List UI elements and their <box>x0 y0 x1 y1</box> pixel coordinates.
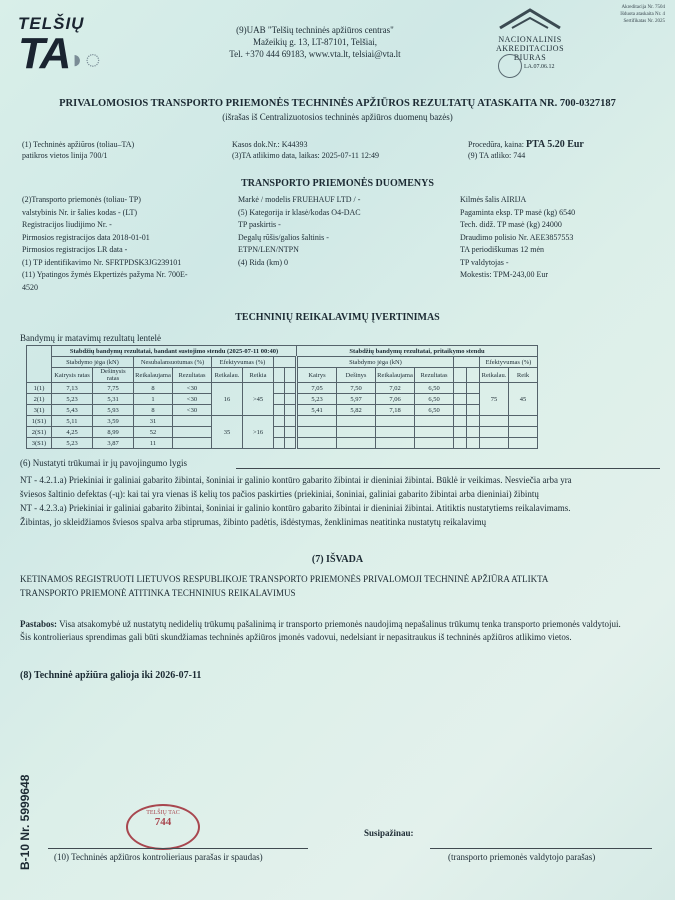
company-name: (9)UAB "Telšių techninės apžiūros centras" <box>236 25 394 35</box>
vehicle-left-7: 4520 <box>22 282 38 292</box>
axle-label: 2(1) <box>27 394 52 405</box>
conclusion-text <box>20 572 665 600</box>
cell <box>297 427 337 438</box>
cell <box>274 416 285 427</box>
assessment-section-title: TECHNINIŲ REIKALAVIMŲ ĮVERTINIMAS <box>235 312 440 323</box>
company-address: Mažeikių g. 13, LT-87101, Telšiai, <box>252 37 378 47</box>
col-7: Dešinys <box>337 368 376 383</box>
accreditation-mark: LA.07.06.12 <box>524 64 555 70</box>
cell: 11 <box>134 438 173 449</box>
accreditation-logo-icon <box>480 6 580 30</box>
cell: 7,13 <box>52 383 93 394</box>
vehicle-right-6: Mokestis: TPM-243,00 Eur <box>460 270 549 279</box>
notes-line-2: Šis kontrolieriaus sprendimas gali būti skundžiamas techninės apžiūros įmonės vadovui, nedelsiant ir nepasitraukus iš techninės apžiūros atlikimo vietos. <box>20 632 572 642</box>
col-10: Reikalau. <box>480 368 509 383</box>
defect-line-2: NT - 4.2.3.a) Priekiniai ir galiniai gabarito žibintai, šoniniai ir galinio kontūro gabarito žibintai ir dieniniai žibintai. Atitiktis nustatytiems reikalavimams. <box>20 503 571 513</box>
owner-signature-line <box>430 848 652 849</box>
cell <box>454 427 467 438</box>
company-logo <box>18 14 158 84</box>
table-caption: Bandymų ir matavimų rezultatų lentelė <box>20 333 161 343</box>
cell <box>285 405 297 416</box>
defects-label: (6) Nustatyti trūkumai ir jų pavojingumo lygis <box>20 458 187 468</box>
corner-line-2: Išduota ataskaita Nr. 4 <box>620 12 665 17</box>
valid-until: (8) Techninė apžiūra galioja iki 2026-07-11 <box>20 670 202 681</box>
brake-head-left: Stabdžių bandymų rezultatai, bandant sustojimo stendu (2025-07-11 00:40) <box>52 346 297 357</box>
axle-label: 3(1) <box>27 405 52 416</box>
cell: 7,06 <box>376 394 415 405</box>
eff-cell-right: 75 <box>480 383 509 416</box>
col-11: Reik <box>509 368 538 383</box>
col-1: Dešinysis ratas <box>93 368 134 383</box>
cell <box>509 438 538 449</box>
cell <box>337 427 376 438</box>
inspection-line <box>22 139 134 161</box>
vehicle-mid-4: ETPN/LEN/NTPN <box>238 245 299 254</box>
accreditation-badge <box>480 6 580 82</box>
cell <box>480 416 509 427</box>
cell <box>173 416 212 427</box>
cell <box>480 427 509 438</box>
corner-line-3: Sertifikatas Nr. 2025 <box>623 19 665 24</box>
col-spacer-c <box>454 368 467 383</box>
table-row <box>27 427 538 438</box>
cell <box>274 394 285 405</box>
cell: 5,97 <box>337 394 376 405</box>
subhead-gap-2 <box>454 357 480 368</box>
cell <box>285 427 297 438</box>
eff-cell: 16 <box>212 383 243 416</box>
inspector-signature-caption: (10) Techninės apžiūros kontrolieriaus parašas ir spaudas) <box>54 852 263 862</box>
cell <box>376 427 415 438</box>
report-title: PRIVALOMOSIOS TRANSPORTO PRIEMONĖS TECHNINĖS APŽIŪROS REZULTATŲ ATASKAITA NR. 700-0327187 <box>59 98 616 109</box>
notes-label: Pastabos: <box>20 619 58 629</box>
vehicle-mid-0: Markė / modelis FRUEHAUF LTD / - <box>238 195 361 204</box>
vehicle-left-4: Pirmosios registracijos LR data - <box>22 245 128 254</box>
cell <box>467 394 480 405</box>
vehicle-mid-3: Degalų rūšis/galios šaltinis - <box>238 232 329 242</box>
defect-line-1: šviesos šaltinio defektas (-ų): kai tai yra vienas iš kelių tos pačios paskirties (priekiniai, šoniniai, galiniai gabarito žibintai arba dieniniai) žibintų <box>20 489 539 499</box>
cell <box>274 383 285 394</box>
cell <box>454 416 467 427</box>
cell <box>509 416 538 427</box>
vehicle-middle-column <box>238 194 458 269</box>
vehicle-right-2: Tech. didž. TP masė (kg) 24000 <box>460 220 562 229</box>
cash-doc: Kasos dok.Nr.: K44393 <box>232 140 308 149</box>
col-spacer-a <box>274 368 285 383</box>
cell: 5,43 <box>52 405 93 416</box>
cell: 5,31 <box>93 394 134 405</box>
eff-cell-right: 45 <box>509 383 538 416</box>
procedure-label: Procedūra, kaina: <box>468 140 524 149</box>
axle-label: 1(S1) <box>27 416 52 427</box>
vehicle-left-0: (2)Transporto priemonės (toliau- TP) <box>22 195 141 204</box>
vehicle-mid-5: (4) Rida (km) 0 <box>238 257 288 267</box>
subhead-eff-right: Efektyvumas (%) <box>480 357 538 368</box>
accreditation-seal-icon <box>498 54 522 78</box>
col-6: Kairys <box>297 368 337 383</box>
conclusion-title: (7) IŠVADA <box>311 554 364 565</box>
cell <box>415 427 454 438</box>
serial-number: B-10 Nr. 5999648 <box>18 774 32 870</box>
company-header <box>180 24 450 60</box>
logo-top-text: TELŠIŲ <box>18 14 85 33</box>
cell: 5,23 <box>52 438 93 449</box>
company-contacts: Tel. +370 444 69183, www.vta.lt, telsiai@vta.lt <box>229 49 401 59</box>
cell: 7,50 <box>337 383 376 394</box>
owner-signature-caption: (transporto priemonės valdytojo parašas) <box>448 852 596 862</box>
vehicle-left-1: valstybinis Nr. ir šalies kodas - (LT) <box>22 207 138 217</box>
cell <box>467 427 480 438</box>
cell <box>467 405 480 416</box>
cell <box>454 438 467 449</box>
subhead-gap <box>274 357 297 368</box>
cell <box>509 427 538 438</box>
cell <box>480 438 509 449</box>
col-0: Kairysis ratas <box>52 368 93 383</box>
cell: 7,05 <box>297 383 337 394</box>
cell: 4,25 <box>52 427 93 438</box>
conclusion-line-2: TRANSPORTO PRIEMONĖ ATITINKA TECHNINIUS REIKALAVIMUS <box>20 588 296 598</box>
inspector-id: (9) TA atliko: 744 <box>468 151 526 160</box>
logo-ta-letters: TA <box>18 29 70 78</box>
cell: 7,18 <box>376 405 415 416</box>
col-4: Reikalau. <box>212 368 243 383</box>
procedure-block <box>468 139 658 161</box>
axle-label: 1(1) <box>27 383 52 394</box>
cell <box>274 405 285 416</box>
vehicle-mid-2: TP paskirtis - <box>238 220 281 229</box>
cell <box>285 383 297 394</box>
cell <box>297 416 337 427</box>
cell: <30 <box>173 394 212 405</box>
eff-cell: 35 <box>212 416 243 449</box>
inspector-signature-line <box>48 848 308 849</box>
cell: <30 <box>173 405 212 416</box>
cell <box>274 427 285 438</box>
table-row <box>27 438 538 449</box>
cell <box>467 416 480 427</box>
corner-line-1: Akreditacija Nr. 7504 <box>621 5 665 10</box>
subhead-imbalance: Nesubalansuotumas (%) <box>134 357 212 368</box>
cell: 3,59 <box>93 416 134 427</box>
cell <box>467 438 480 449</box>
accreditation-line-1: NACIONALINIS <box>498 35 562 44</box>
table-row <box>27 394 538 405</box>
inspection-line-1: (1) Techninės apžiūros (toliau–TA) <box>22 140 135 149</box>
cell <box>173 438 212 449</box>
logo-tail-mark: ◗◌ <box>69 44 101 74</box>
col-2: Reikalaujama <box>134 368 173 383</box>
subhead-eff-left: Efektyvumas (%) <box>212 357 274 368</box>
cell: 8 <box>134 405 173 416</box>
cell <box>337 416 376 427</box>
cell <box>454 405 467 416</box>
cell: 5,23 <box>52 394 93 405</box>
conclusion-line-1: KETINAMOS REGISTRUOTI LIETUVOS RESPUBLIKOJE TRANSPORTO PRIEMONĖS PRIVALOMOJI TECHNINĖ APŽIŪRA ATLIKTA <box>20 574 549 584</box>
col-spacer-d <box>467 368 480 383</box>
col-8: Reikalaujama <box>376 368 415 383</box>
cell <box>454 383 467 394</box>
cell: 7,02 <box>376 383 415 394</box>
cell <box>285 416 297 427</box>
vehicle-right-3: Draudimo polisio Nr. AEE3857553 <box>460 232 574 242</box>
col-spacer-b <box>285 368 297 383</box>
cell: 1 <box>134 394 173 405</box>
notes <box>20 618 665 644</box>
vehicle-left-3: Pirmosios registracijos data 2018-01-01 <box>22 232 150 242</box>
table-row <box>27 383 538 394</box>
cell: 8,99 <box>93 427 134 438</box>
cell: 5,82 <box>337 405 376 416</box>
table-row <box>27 416 538 427</box>
cell: 6,50 <box>415 383 454 394</box>
cell <box>376 438 415 449</box>
procedure-value: PTA 5.20 Eur <box>525 139 584 150</box>
vehicle-right-1: Pagaminta eksp. TP masė (kg) 6540 <box>460 207 576 217</box>
col-9: Rezultatas <box>415 368 454 383</box>
col-5: Reikia <box>243 368 274 383</box>
cash-and-date <box>232 139 379 161</box>
vehicle-section-title: TRANSPORTO PRIEMONĖS DUOMENYS <box>241 178 434 189</box>
cell: 8 <box>134 383 173 394</box>
accreditation-line-2: AKREDITACIJOS BIURAS <box>495 44 565 62</box>
subhead-force-right: Stabdymo jėga (kN) <box>297 357 454 368</box>
cell <box>376 416 415 427</box>
cell <box>454 394 467 405</box>
axle-head-cell <box>27 346 52 383</box>
cell: 5,93 <box>93 405 134 416</box>
defects-line <box>236 468 660 469</box>
corner-info <box>595 4 665 25</box>
stamp-top-text: TELŠIŲ TAC <box>146 810 180 816</box>
subhead-force-left: Stabdymo jėga (kN) <box>52 357 134 368</box>
col-3: Rezultatas <box>173 368 212 383</box>
defects-list <box>20 473 665 529</box>
vehicle-right-4: TA periodiškumas 12 mėn <box>460 245 545 254</box>
notes-line-1: Visa atsakomybė už nustatytų nedidelių trūkumų pašalinimą ir transporto priemonės naudojimą nepašalinus trūkumų tenka transporto priemonės valdytojui. <box>59 619 621 629</box>
eff-cell: >16 <box>243 416 274 449</box>
cell: 31 <box>134 416 173 427</box>
cell: 7,75 <box>93 383 134 394</box>
inspection-datetime: (3)TA atlikimo data, laikas: 2025-07-11 12:49 <box>232 151 380 160</box>
vehicle-left-5: (1) TP identifikavimo Nr. SFRTPDSK3JG239101 <box>22 257 182 267</box>
cell: 6,50 <box>415 394 454 405</box>
brake-head-right: Stabdžių bandymų rezultatai, pritaikymo stendu <box>297 346 538 357</box>
table-row <box>27 405 538 416</box>
measurement-table-wrap <box>26 345 538 449</box>
vehicle-left-2: Registracijos liudijimo Nr. - <box>22 220 112 229</box>
cell <box>285 394 297 405</box>
vehicle-right-column <box>460 194 660 282</box>
cell: <30 <box>173 383 212 394</box>
defect-line-3: Žibintas, jo skleidžiamos šviesos spalva arba stiprumas, žibinto padėtis, išdėstymas, ženklinimas neatitinka nustatytų reikalavimų <box>20 517 487 527</box>
vehicle-right-5: TP valdytojas - <box>460 257 509 267</box>
measurement-table <box>26 345 538 449</box>
vehicle-mid-1: (5) Kategorija ir klasė/kodas O4-DAC <box>238 207 361 217</box>
logo-ta-text <box>18 29 158 79</box>
eff-cell: >45 <box>243 383 274 416</box>
cell: 52 <box>134 427 173 438</box>
inspector-stamp <box>126 804 200 850</box>
report-subtitle: (išrašas iš Centralizuotosios techninės apžiūros duomenų bazės) <box>222 112 453 122</box>
vehicle-left-6: (11) Ypatingos žymės Ekpertizės pažyma Nr. 700E- <box>22 270 188 279</box>
cell: 6,50 <box>415 405 454 416</box>
inspection-line-2: patikros vietos linija 700/1 <box>22 151 108 160</box>
cell: 5,23 <box>297 394 337 405</box>
cell <box>297 438 337 449</box>
axle-label: 3(S1) <box>27 438 52 449</box>
cell <box>173 427 212 438</box>
cell <box>337 438 376 449</box>
cell <box>467 383 480 394</box>
cell <box>415 416 454 427</box>
cell: 5,41 <box>297 405 337 416</box>
cell: 3,87 <box>93 438 134 449</box>
acquainted-label: Susipažinau: <box>364 828 414 838</box>
cell <box>415 438 454 449</box>
cell <box>285 438 297 449</box>
axle-label: 2(S1) <box>27 427 52 438</box>
vehicle-left-column <box>22 194 230 294</box>
defect-line-0: NT - 4.2.1.a) Priekiniai ir galiniai gabarito žibintai, šoniniai ir galinio kontūro gabarito žibintai ir dieniniai žibintai. Būklė ir veikimas. Nesviečia arba yra <box>20 475 572 485</box>
vehicle-right-0: Kilmės šalis AIRIJA <box>460 195 527 204</box>
cell <box>274 438 285 449</box>
cell: 5,11 <box>52 416 93 427</box>
stamp-number: 744 <box>154 816 172 828</box>
